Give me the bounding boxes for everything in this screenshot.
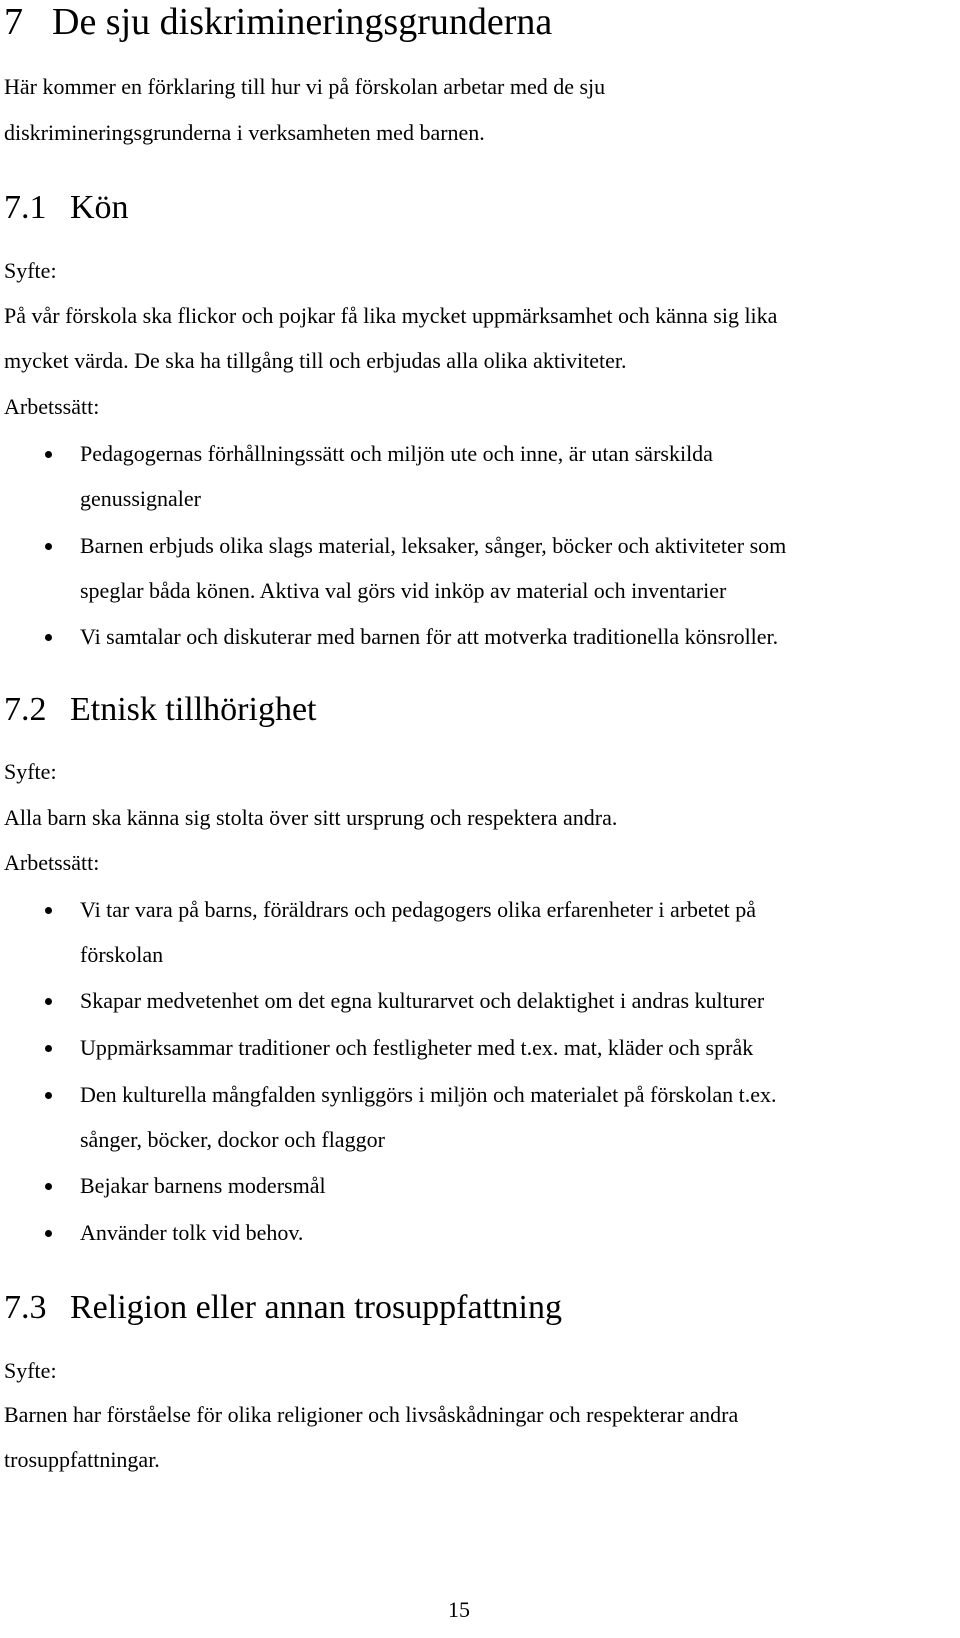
arbetssatt-label: Arbetssätt: xyxy=(4,850,100,875)
bullet-icon xyxy=(45,1045,52,1052)
syfte-text-line: Alla barn ska känna sig stolta över sitt ursprung och respektera andra. xyxy=(4,805,618,830)
list-item: Vi samtalar och diskuterar med barnen för att motverka traditionella könsroller. xyxy=(80,624,779,649)
list-item: Bejakar barnens modersmål xyxy=(80,1173,326,1198)
intro-line-2: diskrimineringsgrunderna i verksamheten med barnen. xyxy=(4,120,485,145)
bullet-icon xyxy=(45,998,52,1005)
section-number: 7.3 xyxy=(4,1289,47,1326)
list-item: Skapar medvetenhet om det egna kulturarvet och delaktighet i andras kulturer xyxy=(80,988,765,1013)
list-item: Vi tar vara på barns, föräldrars och pedagogers olika erfarenheter i arbetet på xyxy=(80,897,757,922)
syfte-label: Syfte: xyxy=(4,258,57,283)
chapter-title: De sju diskrimineringsgrunderna xyxy=(52,1,553,43)
list-item: Pedagogernas förhållningssätt och miljön ute och inne, är utan särskilda xyxy=(80,441,713,466)
bullet-icon xyxy=(45,543,52,550)
section-heading-etnisk xyxy=(4,690,316,730)
chapter-heading xyxy=(4,0,552,44)
syfte-label: Syfte: xyxy=(4,759,57,784)
bullet-icon xyxy=(45,1230,52,1237)
list-item-continuation: förskolan xyxy=(80,942,164,967)
list-item-continuation: speglar båda könen. Aktiva val görs vid inköp av material och inventarier xyxy=(80,578,727,603)
list-item: Den kulturella mångfalden synliggörs i miljön och materialet på förskolan t.ex. xyxy=(80,1082,777,1107)
bullet-icon xyxy=(45,907,52,914)
bullet-icon xyxy=(45,451,52,458)
page-number: 15 xyxy=(448,1597,470,1622)
list-item-continuation: sånger, böcker, dockor och flaggor xyxy=(80,1127,385,1152)
syfte-text-line: På vår förskola ska flickor och pojkar få lika mycket uppmärksamhet och känna sig lika xyxy=(4,303,778,328)
syfte-label: Syfte: xyxy=(4,1358,57,1383)
arbetssatt-label: Arbetssätt: xyxy=(4,394,100,419)
section-title: Religion eller annan trosuppfattning xyxy=(70,1289,562,1326)
bullet-icon xyxy=(45,1092,52,1099)
list-item: Uppmärksammar traditioner och festligheter med t.ex. mat, kläder och språk xyxy=(80,1035,754,1060)
syfte-text-line: trosuppfattningar. xyxy=(4,1447,160,1472)
list-item: Barnen erbjuds olika slags material, leksaker, sånger, böcker och aktiviteter som xyxy=(80,533,787,558)
section-number: 7.1 xyxy=(4,189,47,226)
syfte-text-line: Barnen har förståelse för olika religioner och livsåskådningar och respekterar andra xyxy=(4,1402,739,1427)
list-item: Använder tolk vid behov. xyxy=(80,1220,304,1245)
syfte-text-line: mycket värda. De ska ha tillgång till och erbjudas alla olika aktiviteter. xyxy=(4,348,627,373)
list-item-continuation: genussignaler xyxy=(80,486,201,511)
section-title: Kön xyxy=(70,189,129,226)
bullet-icon xyxy=(45,1183,52,1190)
section-title: Etnisk tillhörighet xyxy=(70,691,317,728)
intro-line-1: Här kommer en förklaring till hur vi på förskolan arbetar med de sju xyxy=(4,74,606,99)
section-heading-religion xyxy=(4,1288,562,1328)
section-heading-kon xyxy=(4,188,129,228)
bullet-icon xyxy=(45,634,52,641)
chapter-number: 7 xyxy=(4,1,23,43)
section-number: 7.2 xyxy=(4,691,47,728)
